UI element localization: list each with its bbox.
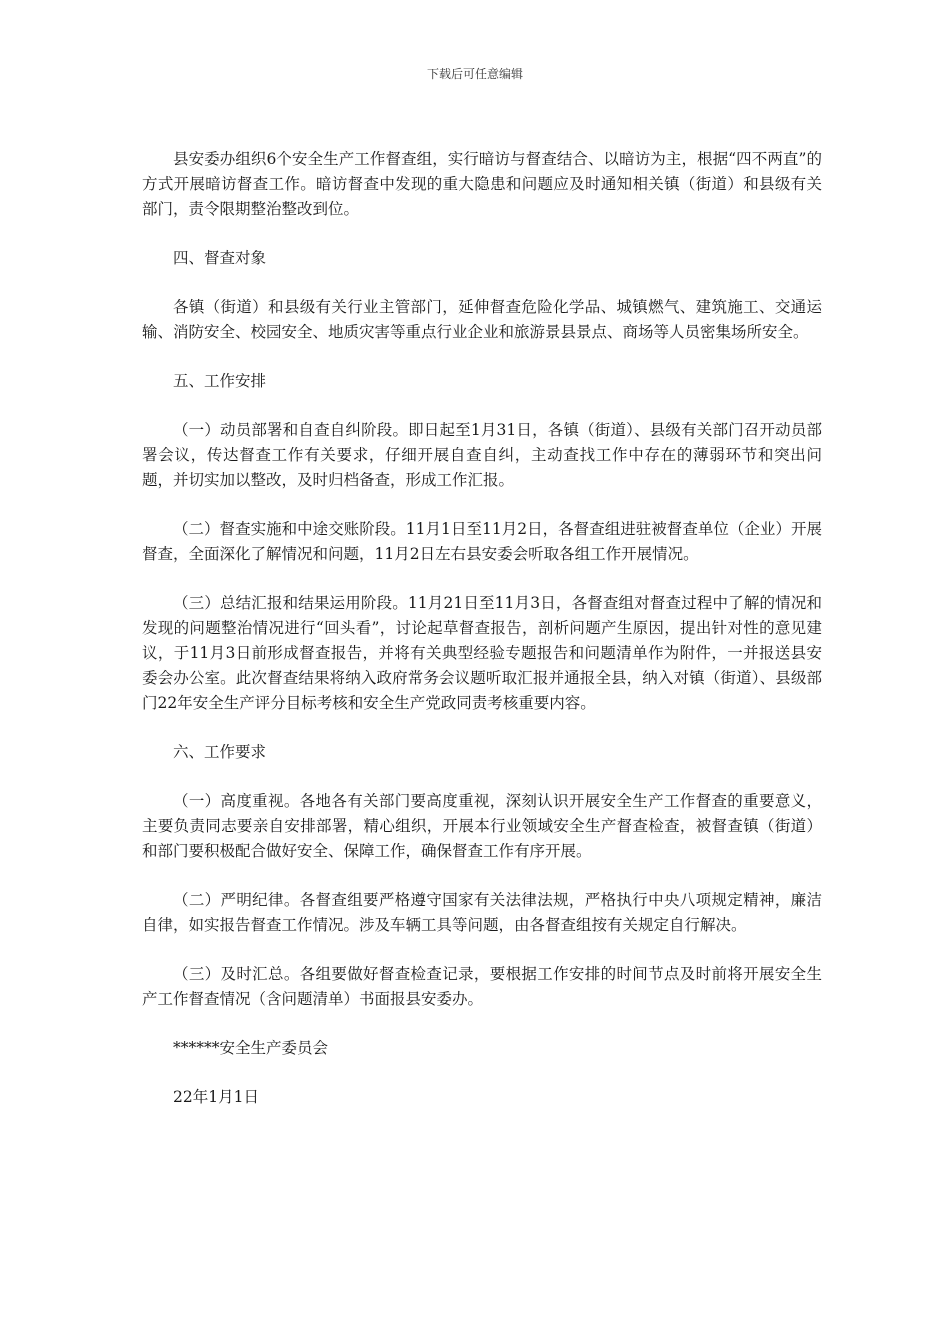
paragraph-arrangement-stage-1: （一）动员部署和自查自纠阶段。即日起至1月31日，各镇（街道）、县级有关部门召开动员部署会议，传达督查工作有关要求，仔细开展自查自纠，主动查找工作中存在的薄弱环节和突出问题，并切实加以整改，及时归档备查，形成工作汇报。 (142, 421, 822, 489)
document-body (142, 147, 822, 1134)
paragraph-arrangement-stage-3: （三）总结汇报和结果运用阶段。11月21日至11月3日，各督查组对督查过程中了解的情况和发现的问题整治情况进行“回头看”，讨论起草督查报告，剖析问题产生原因，提出针对性的意见建议，于11月3日前形成督查报告，并将有关典型经验专题报告和问题清单作为附件，一并报送县安委会办公室。此次督查结果将纳入政府常务会议题听取汇报并通报全县，纳入对镇（街道）、县级部门22年安全生产评分目标考核和安全生产党政同责考核重要内容。 (142, 594, 822, 712)
page-header: 下载后可任意编辑 (426, 67, 523, 81)
paragraph-requirement-1: （一）高度重视。各地各有关部门要高度重视，深刻认识开展安全生产工作督查的重要意义，主要负责同志要亲自安排部署，精心组织，开展本行业领域安全生产督查检查，被督查镇（街道）和部门要积极配合做好安全、保障工作，确保督查工作有序开展。 (142, 792, 822, 860)
paragraph-supervision-method: 县安委办组织6个安全生产工作督查组，实行暗访与督查结合、以暗访为主，根据“四不两直”的方式开展暗访督查工作。暗访督查中发现的重大隐患和问题应及时通知相关镇（街道）和县级有关部门，责令限期整治整改到位。 (142, 150, 822, 218)
section-heading-arrangement: 五、工作安排 (173, 372, 267, 390)
signature-organization: ******安全生产委员会 (173, 1039, 329, 1057)
paragraph-requirement-3: （三）及时汇总。各组要做好督查检查记录，要根据工作安排的时间节点及时前将开展安全生产工作督查情况（含问题清单）书面报县安委办。 (142, 965, 822, 1008)
paragraph-requirement-2: （二）严明纪律。各督查组要严格遵守国家有关法律法规，严格执行中央八项规定精神，廉洁自律，如实报告督查工作情况。涉及车辆工具等问题，由各督查组按有关规定自行解决。 (142, 891, 822, 934)
section-heading-targets: 四、督查对象 (173, 249, 267, 267)
paragraph-arrangement-stage-2: （二）督查实施和中途交账阶段。11月1日至11月2日，各督查组进驻被督查单位（企业）开展督查，全面深化了解情况和问题，11月2日左右县安委会听取各组工作开展情况。 (142, 520, 822, 563)
section-heading-requirements: 六、工作要求 (173, 743, 267, 761)
signature-date: 22年1月1日 (173, 1088, 259, 1106)
paragraph-supervision-targets: 各镇（街道）和县级有关行业主管部门，延伸督查危险化学品、城镇燃气、建筑施工、交通运输、消防安全、校园安全、地质灾害等重点行业企业和旅游景县景点、商场等人员密集场所安全。 (142, 298, 822, 341)
